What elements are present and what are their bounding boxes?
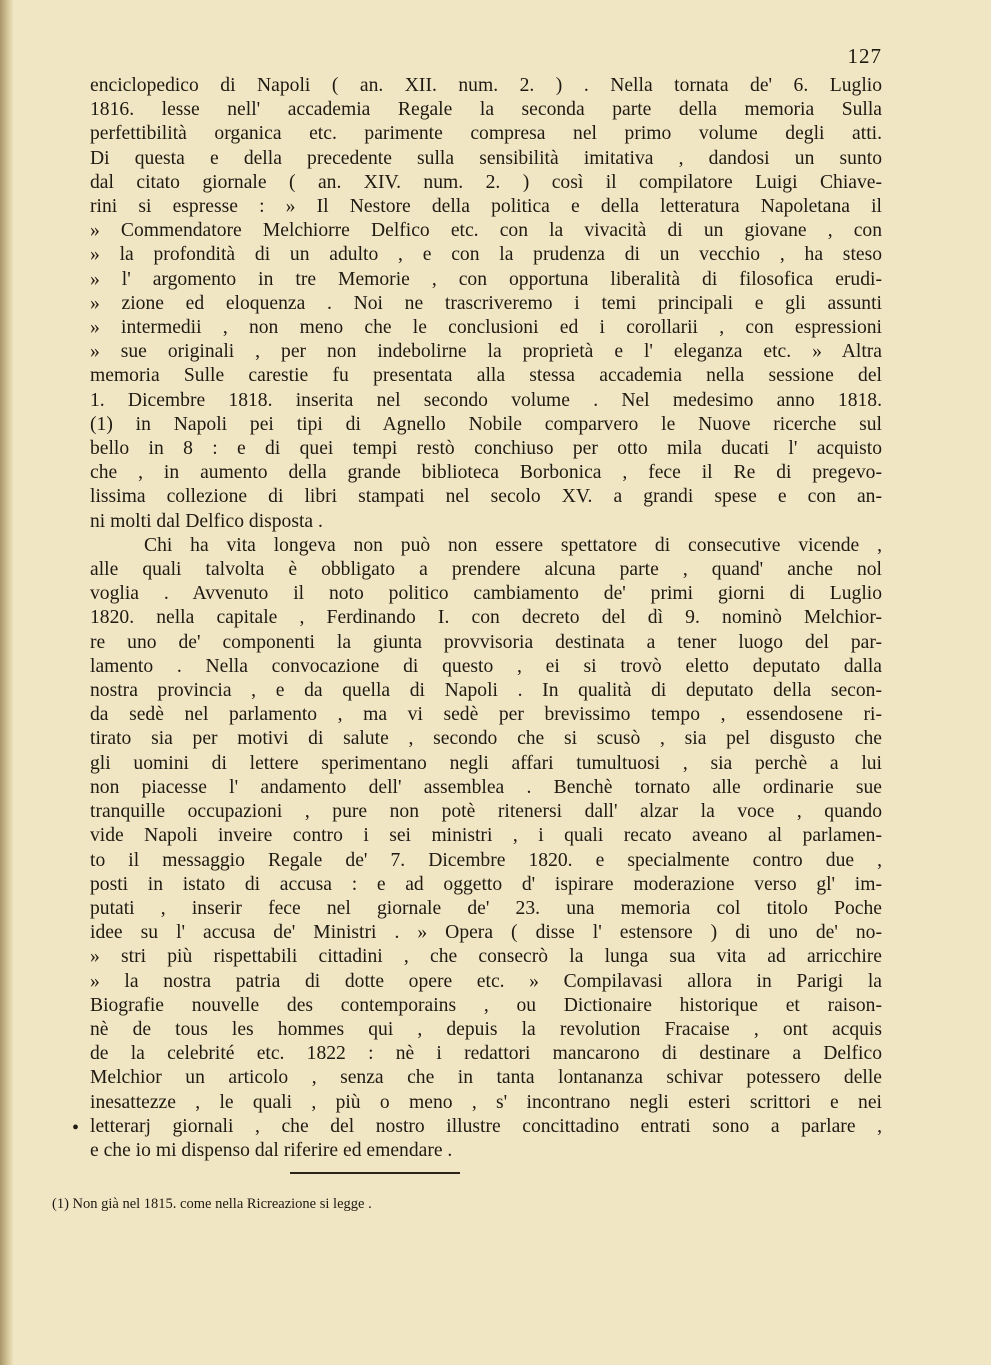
paragraph [90, 534, 882, 1163]
text-line: e che io mi dispenso dal riferire ed emendare . [90, 1139, 453, 1161]
text-line: » Commendatore Melchiorre Delfico etc. con la vivacità di un giovane , con [90, 220, 882, 242]
text-line: memoria Sulle carestie fu presentata alla stessa accademia nella sessione del [90, 365, 882, 387]
text-line: » l' argomento in tre Memorie , con opportuna liberalità di filosofica erudi- [90, 268, 882, 290]
text-line: da sedè nel parlamento , ma vi sedè per brevissimo tempo , essendosene ri- [90, 704, 882, 726]
text-line: tranquille occupazioni , pure non potè ritenersi dall' alzar la voce , quando [90, 801, 882, 823]
text-line: 1820. nella capitale , Ferdinando I. con decreto del dì 9. nominò Melchior- [90, 607, 882, 629]
text-line: (1) in Napoli pei tipi di Agnello Nobile comparvero le Nuove ricerche sul [90, 413, 882, 435]
text-line: » la profondità di un adulto , e con la prudenza di un vecchio , ha steso [90, 244, 882, 266]
text-line: gli uomini di lettere sperimentano negli affari tumultuosi , sia perchè a lui [90, 752, 882, 774]
footnote-rule [290, 1172, 460, 1174]
text-line: alle quali talvolta è obbligato a prendere alcuna parte , quand' anche nol [90, 559, 882, 581]
text-line: nostra provincia , e da quella di Napoli . In qualità di deputato della secon- [90, 680, 882, 702]
text-line: inesattezze , le quali , più o meno , s' incontrano negli esteri scrittori e nei [90, 1091, 882, 1113]
text-line: » zione ed eloquenza . Noi ne trascriveremo i temi principali e gli assunti [90, 292, 882, 314]
text-line: rini si espresse : » Il Nestore della politica e della letteratura Napoletana il [90, 196, 882, 218]
text-line: perfettibilità organica etc. parimente compresa nel primo volume degli atti. [90, 123, 882, 145]
page-number: 127 [847, 44, 882, 68]
text-line: putati , inserir fece nel giornale de' 23. una memoria col titolo Poche [90, 897, 882, 919]
text-line: Di questa e della precedente sulla sensibilità imitativa , dandosi un sunto [90, 147, 882, 169]
text-line: idee su l' accusa de' Ministri . » Opera ( disse l' estensore ) di uno de' no- [90, 922, 882, 944]
text-line: » stri più rispettabili cittadini , che consecrò la lunga sua vita ad arricchire [90, 946, 882, 968]
text-line: » intermedii , non meno che le conclusioni ed i corollarii , con espressioni [90, 317, 882, 339]
text-line: dal citato giornale ( an. XIV. num. 2. ) così il compilatore Luigi Chiave- [90, 171, 882, 193]
text-line: 1. Dicembre 1818. inserita nel secondo volume . Nel medesimo anno 1818. [90, 389, 882, 411]
footnote: (1) Non già nel 1815. come nella Ricreazione si legge . [52, 1196, 372, 1212]
text-line: vide Napoli inveire contro i sei ministri , i quali recato aveano al parlamen- [90, 825, 882, 847]
text-line: 1816. lesse nell' accademia Regale la seconda parte della memoria Sulla [90, 99, 882, 121]
body-text [90, 74, 882, 1163]
text-line: letterarj giornali , che del nostro illustre concittadino entrati sono a parlare , [90, 1115, 882, 1137]
text-line: tirato sia per motivi di salute , secondo che si scusò , sia pel disgusto che [90, 728, 882, 750]
text-line: » sue originali , per non indebolirne la proprietà e l' eleganza etc. » Altra [90, 341, 882, 363]
text-line: voglia . Avvenuto il noto politico cambiamento de' primi giorni di Luglio [90, 583, 882, 605]
page-binding-edge [0, 0, 14, 1365]
text-line: to il messaggio Regale de' 7. Dicembre 1820. e specialmente contro due , [90, 849, 882, 871]
paragraph [90, 74, 882, 534]
text-line: posti in istato di accusa : e ad oggetto d' ispirare moderazione verso gl' im- [90, 873, 882, 895]
text-line: re uno de' componenti la giunta provvisoria destinata a tener luogo del par- [90, 631, 882, 653]
text-line: che , in aumento della grande biblioteca Borbonica , fece il Re di pregevo- [90, 462, 882, 484]
text-line: enciclopedico di Napoli ( an. XII. num. 2. ) . Nella tornata de' 6. Luglio [90, 75, 882, 96]
text-line: bello in 8 : e di quei tempi restò conchiuso per otto mila ducati l' acquisto [90, 438, 882, 460]
text-line: lissima collezione di libri stampati nel secolo XV. a grandi spese e con an- [90, 486, 882, 508]
margin-mark: • [72, 1117, 80, 1139]
text-line: ni molti dal Delfico disposta . [90, 510, 323, 532]
text-line: lamento . Nella convocazione di questo , ei si trovò eletto deputato dalla [90, 655, 882, 677]
text-line: de la celebrité etc. 1822 : nè i redattori mancarono di destinare a Delfico [90, 1043, 882, 1065]
text-line: Melchior un articolo , senza che in tanta lontananza schivar potessero delle [90, 1067, 882, 1089]
text-line: nè de tous les hommes qui , depuis la revolution Fracaise , ont acquis [90, 1018, 882, 1040]
text-line: » la nostra patria di dotte opere etc. » Compilavasi allora in Parigi la [90, 970, 882, 992]
text-line: non piacesse l' andamento dell' assemblea . Benchè tornato alle ordinarie sue [90, 776, 882, 798]
text-line: Chi ha vita longeva non può non essere spettatore di consecutive vicende , [144, 534, 882, 556]
text-line: Biografie nouvelle des contemporains , ou Dictionaire historique et raison- [90, 994, 882, 1016]
